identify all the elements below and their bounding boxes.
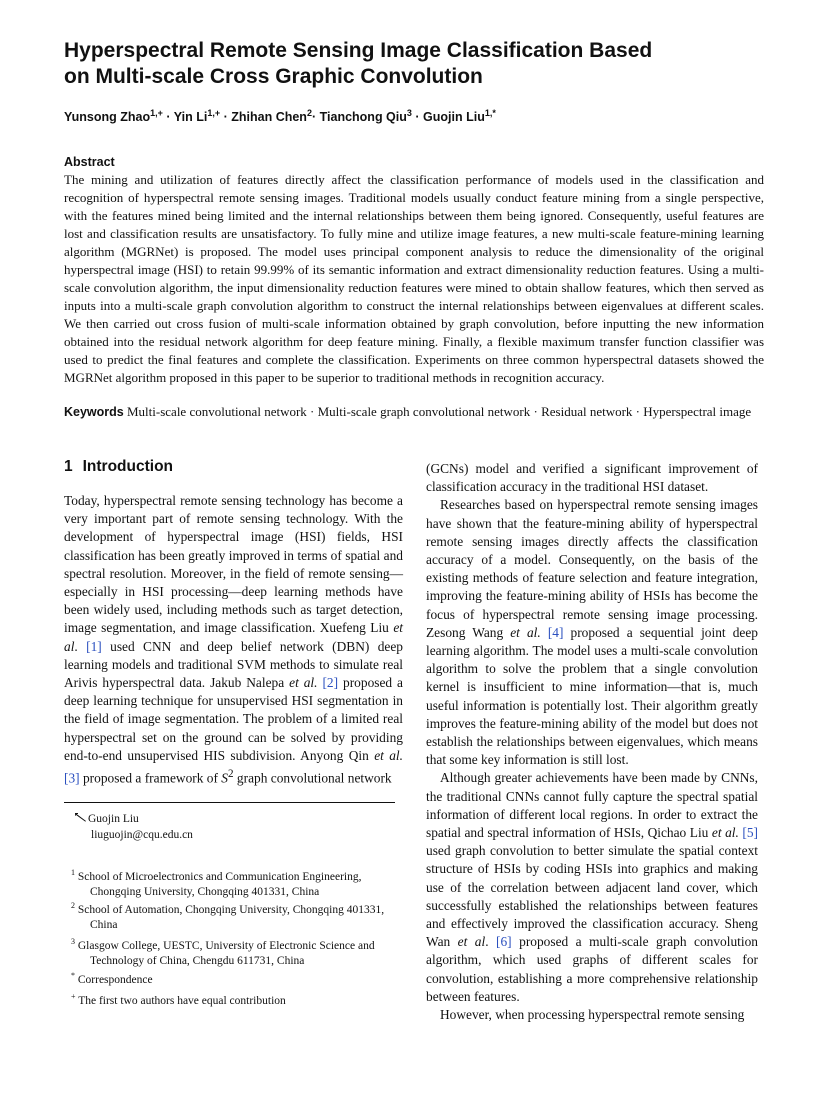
footnote-text: Correspondence (77, 973, 153, 986)
et-al: et al. (374, 747, 404, 763)
citation-link[interactable]: [5] (742, 825, 758, 841)
affiliation-text: School of Automation, Chongqing University, Chongqing 401331, (77, 903, 385, 916)
author-name: Yunsong Zhao (64, 110, 151, 125)
text-run: . (74, 638, 87, 654)
affiliation-text: Technology of China, Chengdu 611731, China (90, 954, 305, 967)
author-name: Tianchong Qiu (319, 110, 407, 125)
corresponding-author (74, 811, 193, 843)
footnote-mark: + (71, 992, 76, 1001)
citation-link[interactable]: [2] (322, 675, 339, 691)
affiliation-text: China (90, 918, 118, 931)
author-name: Guojin Liu (423, 110, 485, 125)
text-run: proposed a multi-scale graph convolution algorithm, which used graphs of different scales for convolution, establishing a more comprehensive relationship between features. (426, 934, 758, 1004)
math-symbol: S (221, 770, 228, 786)
et-al: et al (64, 620, 403, 654)
keywords-list: Multi-scale convolutional network · Multi-scale graph convolutional network · Residual network · Hyperspectral image (127, 404, 752, 419)
keywords-block (64, 402, 770, 422)
author-separator: · (311, 110, 320, 125)
citation-link[interactable]: [1] (86, 638, 102, 654)
intro-paragraph (64, 492, 403, 788)
correspondence-note (71, 968, 401, 988)
paper-title (64, 38, 764, 90)
math-superscript: 2 (228, 768, 234, 781)
author-list (64, 108, 496, 124)
corresponding-name: Guojin Liu (88, 813, 139, 825)
affiliation-text: Glasgow College, UESTC, University of Electronic Science and (77, 939, 375, 952)
et-al: et al. (510, 624, 541, 640)
text-run: Today, hyperspectral remote sensing technology has become a very important part of remote sensing technology. With the development of hyperspectral image (HSI) fields, HSI classification has been greatly improved in terms of spatial and spectral resolution. Moreover, in the field of remote sensing—especially in HSI processing—deep learning methods have been widely used, including methods such as target detection, image segmentation, and image classification. Xuefeng Liu (64, 493, 403, 636)
mail-icon-glyph (74, 812, 87, 822)
footnote-text: The first two authors have equal contribution (78, 994, 286, 1007)
citation-link[interactable]: [3] (64, 770, 80, 786)
title-line-2: on Multi-scale Cross Graphic Convolution (64, 65, 483, 88)
et-al: et al. (711, 825, 739, 841)
section-title: Introduction (82, 458, 174, 475)
left-column (64, 492, 403, 788)
title-line-1: Hyperspectral Remote Sensing Image Classification Based (64, 39, 653, 62)
et-al: et al (457, 934, 486, 950)
affiliation-note (71, 934, 401, 969)
text-run: . (485, 934, 497, 950)
abstract-body: The mining and utilization of features directly affect the classification performance of models used in the classification and recognition of hyperspectral remote sensing images. Traditional models usually conduct feature mining from a single perspective, with the features mined being limited and the internal relationships between them being ignored. Consequently, useful features are lost and classification results are unsatisfactory. To fully mine and utilize image features, a new multi-scale feature-mining learning algorithm (MGRNet) is proposed. The model uses principal component analysis to reduce the dimensionality of the original hyperspectral image (HSI) to retain 99.99% of its semantic information and extract dimensionality reduction features. Using a multi-scale convolution algorithm, the input dimensionality reduction features were mined to obtain shallow features, which then served as inputs into a multi-scale graph convolution algorithm to construct the internal relationships between eigenvalues at different scales. We then carried out cross fusion of multi-scale information obtained by graph convolution, before inputting the new information obtained into the residual network algorithm for deep feature mining. Finally, a flexible maximum transfer function classifier was used to predict the final features and complete the classification. Experiments on three common hyperspectral datasets showed the MGRNet algorithm proposed in this paper to be superior to traditional methods in recognition accuracy. (64, 172, 764, 385)
text-run: graph convolutional network (233, 770, 392, 786)
abstract-heading: Abstract (64, 155, 115, 169)
footnote-divider (64, 802, 395, 803)
author-separator: · (223, 110, 232, 125)
right-column (426, 460, 758, 1024)
mail-icon (74, 811, 88, 827)
equal-contribution-note (71, 989, 401, 1009)
affiliation-number: 3 (71, 937, 75, 946)
author-affiliation-mark: 3 (406, 108, 412, 118)
intro-paragraph (426, 769, 758, 1006)
text-run: used graph convolution to better simulate the spatial context structure of HSIs by coding HSIs into graphics and making use of the correlation between adjacent land cover, which successfully established the relationships between features and effectively improved the classification accuracy. Sheng Wan (426, 843, 758, 950)
text-run (541, 625, 548, 640)
affiliation-text: School of Microelectronics and Communication Engineering, (77, 870, 362, 883)
section-heading (64, 458, 173, 476)
corresponding-email[interactable]: liuguojin@cqu.edu.cn (91, 829, 193, 841)
affiliation-text: Chongqing University, Chongqing 401331, China (90, 885, 320, 898)
author-affiliation-mark: 1,+ (150, 108, 163, 118)
author-affiliation-mark: 2 (306, 108, 312, 118)
et-al: et al. (289, 675, 318, 691)
affiliation-note (71, 898, 401, 933)
author-name: Yin Li (173, 110, 208, 125)
intro-paragraph: (GCNs) model and verified a significant improvement of classification accuracy in the traditional HSI dataset. (426, 461, 758, 495)
text-run: proposed a sequential joint deep learning algorithm. The model uses a multi-scale convolution algorithm to solve the problem that a single convolution kernel is insufficient to mine information—that is, much useful information is potentially lost. Their algorithm greatly improves the feature-mining ability of the model but does not establish the relationships between eigenvalues, which means that some key information is still lost. (426, 624, 758, 768)
author-separator: · (166, 110, 174, 125)
keywords-label: Keywords (64, 405, 124, 419)
citation-link[interactable]: [4] (547, 624, 564, 640)
citation-link[interactable]: [6] (496, 934, 512, 950)
affiliation-number: 1 (71, 868, 75, 877)
text-run: used CNN and deep belief network (DBN) deep learning models and traditional SVM methods to simulate real Arivis hyperspectral data. Jakub Nalepa (64, 638, 403, 691)
author-affiliation-mark: 1,* (484, 108, 496, 118)
author-name: Zhihan Chen (231, 110, 307, 125)
author-affiliation-mark: 1,+ (207, 108, 221, 118)
author-separator: · (415, 110, 424, 125)
text-run: proposed a deep learning technique for unsupervised HSI segmentation in the field of image segmentation. The problem of a limited real hyperspectral set on the ground can be solved by providing end-to-end unsupervised HIS subdivision. Anyong Qin (64, 675, 403, 763)
text-run: Although greater achievements have been made by CNNs, the traditional CNNs cannot fully capture the spectral spatial information of different local regions. In order to extract the spatial and spectral information of HSIs, Qichao Liu (426, 770, 758, 841)
affiliation-number: 2 (71, 901, 75, 910)
intro-paragraph (426, 496, 758, 769)
intro-paragraph: However, when processing hyperspectral remote sensing (440, 1007, 745, 1023)
text-run: proposed a framework of (79, 770, 222, 786)
section-number: 1 (64, 458, 73, 475)
footnote-mark: * (71, 971, 75, 980)
affiliation-note (71, 865, 401, 900)
text-run: Researches based on hyperspectral remote sensing images have shown that the feature-mining ability of hyperspectral remote sensing images directly affects the classification accuracy of a model. Consequently, on the basis of the existing methods of feature selection and feature integration, improving the feature-mining ability of HSIs has become the focus of hyperspectral remote sensing image processing. Zesong Wang (426, 497, 758, 640)
